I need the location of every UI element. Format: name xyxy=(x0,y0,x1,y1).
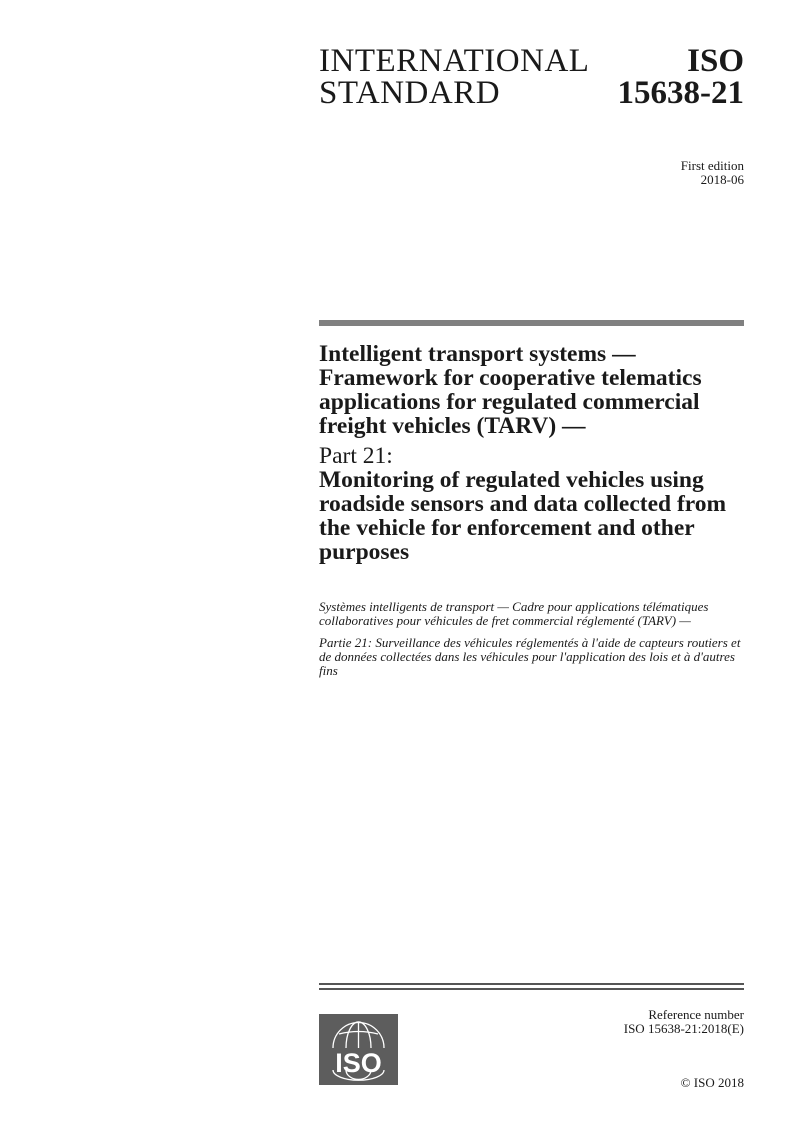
document-type xyxy=(319,45,589,109)
french-part-title: Partie 21: Surveillance des véhicules réglementés à l'aide de capteurs routiers et de données collectées dans les véhicules pour l'application des lois et à d'autres fins xyxy=(319,635,741,678)
edition-info xyxy=(681,159,744,187)
document-type-line1: INTERNATIONAL xyxy=(319,43,590,79)
iso-prefix: ISO xyxy=(687,43,744,79)
part-title: Monitoring of regulated vehicles using roadside sensors and data collected from the vehicle for enforcement and other purposes xyxy=(319,467,727,565)
reference-label: Reference number xyxy=(648,1007,744,1022)
reference-number xyxy=(624,1008,744,1036)
reference-value: ISO 15638-21:2018(E) xyxy=(623,1021,744,1036)
part-label: Part 21: xyxy=(319,443,393,469)
copyright-notice: © ISO 2018 xyxy=(680,1075,744,1090)
edition-label: First edition xyxy=(680,158,744,173)
document-type-line2: STANDARD xyxy=(319,75,501,111)
iso-number: 15638-21 xyxy=(617,75,744,111)
title-divider xyxy=(319,320,744,326)
logo-text: ISO xyxy=(335,1048,382,1078)
main-title: Intelligent transport systems — Framework for cooperative telematics applications for regulated commercial freight vehicles (TARV) — xyxy=(319,341,702,439)
french-title-block xyxy=(319,600,749,686)
standard-number xyxy=(618,45,745,109)
edition-date: 2018-06 xyxy=(700,172,744,187)
iso-globe-logo-icon xyxy=(319,1014,398,1085)
title-block xyxy=(319,342,749,564)
french-main-title: Systèmes intelligents de transport — Cadre pour applications télématiques collaboratives pour véhicules de fret commercial réglementé (TARV) — xyxy=(319,599,709,628)
footer-divider xyxy=(319,983,744,990)
